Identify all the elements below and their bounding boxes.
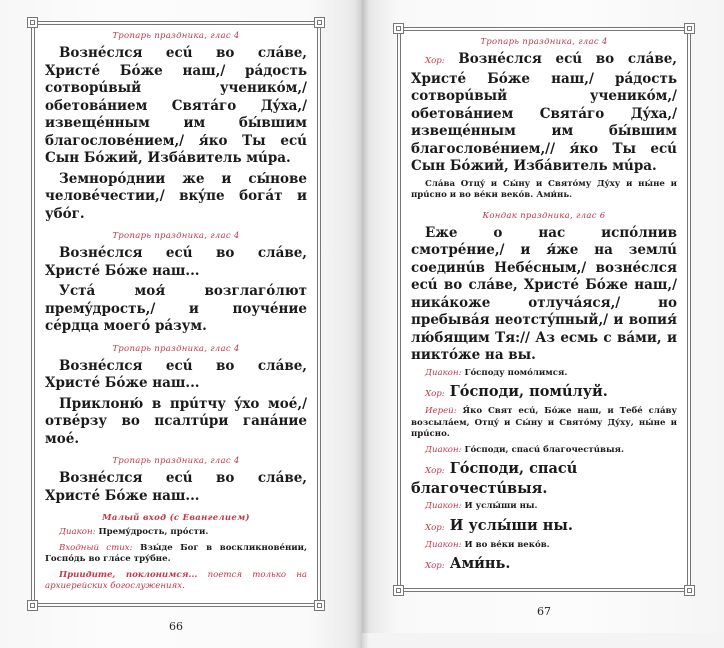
choir-line — [411, 383, 677, 403]
role-label: Диакон: — [59, 527, 96, 537]
left-page-content — [45, 31, 307, 593]
rubric-heading: Тропарь праздника, глас 4 — [480, 37, 608, 47]
entrance-verse-line — [45, 543, 307, 566]
page-number-left: 66 — [169, 619, 183, 633]
line-text: Гóсподу помóлимся. — [464, 367, 568, 378]
role-label: Хор: — [425, 389, 445, 399]
verse-text: Приклоню́ в прúтчу ýхо моé,/ отвéрзу во псалтúри ганáние моé. — [45, 395, 307, 447]
line-text: Ами́нь. — [449, 555, 511, 572]
frame-corner-ornament — [314, 600, 325, 611]
frame-corner-ornament — [684, 23, 695, 34]
role-label: Входный стих: — [59, 542, 133, 553]
deacon-line — [411, 445, 677, 457]
rubric-heading: Тропарь праздника, глас 4 — [112, 31, 240, 41]
rubric-note-bold: Приидите, поклонимся... — [59, 569, 198, 580]
frame-corner-ornament — [27, 17, 38, 28]
deacon-line — [411, 501, 677, 513]
frame-corner-ornament — [27, 600, 38, 611]
troparion-refrain: Вознéслся есú во слáве, Христé Бóже наш... — [45, 470, 307, 504]
deacon-line — [411, 540, 677, 552]
line-text: Гóсподи, спасú благочестúвыя. — [411, 460, 578, 497]
right-page-content — [411, 37, 677, 575]
rubric-note — [45, 570, 307, 593]
priest-line — [411, 406, 677, 441]
role-label: Хор: — [425, 522, 445, 533]
role-label: Диакон: — [425, 539, 462, 550]
rubric-heading: Тропарь праздника, глас 4 — [112, 231, 240, 241]
left-page-frame — [34, 24, 318, 604]
deacon-line — [45, 527, 307, 539]
page-number-right: 67 — [537, 605, 551, 618]
line-text: И во вéки векóв. — [464, 539, 550, 550]
line-text: Я́ко Свят есú, Бóже наш, и Тебé слáву возсылáем, Отцý и Сы́ну и Святóму Дýху, ны́не и прúсно. — [411, 406, 677, 439]
troparion-refrain: Вознéслся есú во слáве, Христé Бóже наш... — [45, 245, 307, 279]
frame-corner-ornament — [684, 585, 695, 596]
role-label: Диакон: — [425, 444, 462, 455]
frame-corner-ornament — [393, 23, 404, 34]
choir-line — [411, 555, 677, 575]
right-page-frame — [400, 30, 688, 589]
line-text: Взы́де Бог в воскликновéнии, Госпóдь во глáсе трýбне. — [45, 542, 307, 564]
troparion-refrain: Вознéслся есú во слáве, Христé Бóже наш... — [45, 357, 307, 391]
role-label: Хор: — [425, 466, 445, 476]
troparion-text: Вознéслся есú во слáве, Христé Бóже наш,/ рáдость сотворúвый ученикóм,/ обетовáнием Святáго Дýха,/ извещéнным им бы́вшим благословéнием,/ я́ко Ты есú Сын Бóжий, Избáвитель мúра. — [45, 45, 307, 166]
rubric-heading: Кондак праздника, глас 6 — [482, 210, 606, 221]
choir-line — [411, 517, 677, 537]
kontakion-text: Еже о нас испóлнив смотрéние,/ и я́же на землú соединúв Небéсным,/ вознéслся есú во слáве, Христé Бóже наш,/ никáкоже отлучáяся,/ но пребывáя неотстýпный,/ и вопия́ лю́бящим Тя:// Аз есмь с вáми, и никтóже на вы. — [411, 224, 677, 363]
role-label: Иерей: — [425, 406, 457, 416]
line-text: И услы́ши ны. — [464, 501, 538, 511]
line-text: Вознéслся есú во слáве, Христé Бóже наш,/ рáдость сотворúвый ученикóм,/ обетовáнием Святáго Дýха,/ извещéнным им бы́вшим благословéнием,// я́ко Ты есú Сын Бóжий, Избáвитель мúра. — [411, 51, 678, 174]
doxology-text: Слáва Отцý и Сы́ну и Святóму Дýху и ны́не и прúсно и во вéки векóв. Ами́нь. — [411, 178, 677, 200]
line-text: Гóсподи, спасú благочестúвыя. — [464, 444, 624, 455]
deacon-line — [411, 368, 677, 380]
frame-corner-ornament — [314, 17, 325, 28]
line-text: Премýдрость, прóсти. — [98, 527, 209, 537]
role-label: Хор: — [425, 56, 445, 66]
rubric-heading: Тропарь праздника, глас 4 — [112, 456, 240, 466]
choir-troparion — [411, 51, 677, 176]
role-label: Диакон: — [425, 367, 462, 378]
little-entrance-heading: Малый вход (с Евангелием) — [102, 513, 250, 523]
choir-line — [411, 460, 677, 498]
rubric-heading: Тропарь праздника, глас 4 — [112, 343, 240, 354]
frame-corner-ornament — [393, 585, 404, 596]
line-text: Гóсподи, помúлуй. — [449, 383, 608, 400]
right-page — [362, 0, 724, 633]
rubric-note-text: поется только на архиерейских богослужениях. — [45, 569, 307, 591]
role-label: Диакон: — [425, 501, 462, 511]
role-label: Хор: — [425, 561, 445, 571]
verse-text: Земнорóднии же и сы́нове человéчестии,/ вкýпе богáт и убóг. — [45, 170, 307, 222]
verse-text: Устá моя́ возглагóлют премýдрость,/ и поучéние сéрдца моегó рáзум. — [45, 283, 307, 334]
line-text: И услы́ши ны. — [449, 516, 573, 534]
